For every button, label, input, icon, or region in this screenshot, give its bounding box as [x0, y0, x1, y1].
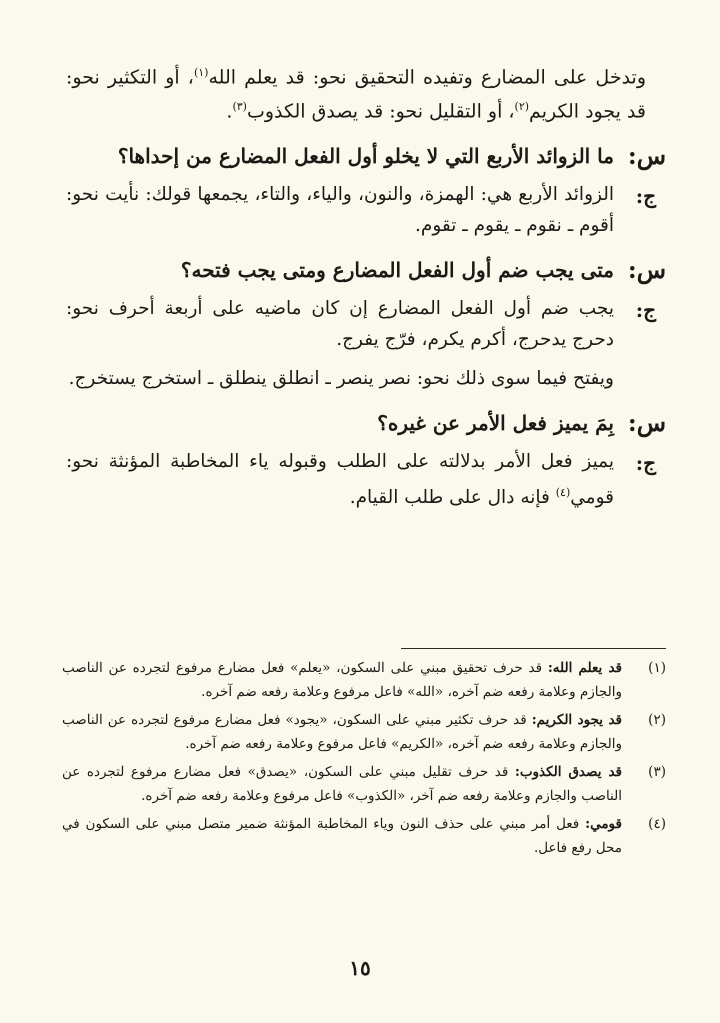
qa-block: [66, 406, 666, 513]
question-marker: س:: [627, 140, 666, 170]
intro-text-1: وتدخل على المضارع وتفيده التحقيق نحو: قد يعلم الله: [208, 66, 647, 89]
intro-paragraph: [66, 58, 666, 127]
footnote-text: فعل أمر مبني على حذف النون وياء المخاطبة المؤنثة ضمير متصل مبني على السكون في محل رفع فاعل.: [62, 816, 622, 856]
answer-marker: ج:: [635, 297, 656, 322]
footnote-ref-1: (١): [193, 66, 209, 79]
qa-block: [66, 139, 666, 241]
footnote-text: قد حرف تكثير مبني على السكون، «يجود» فعل مضارع مرفوع لتجرده عن الناصب والجازم وعلامة رفعه ضم آخره، «الكريم» فاعل مرفوع وعلامة رفعه ضم آخره.: [62, 712, 622, 752]
footnote-term: قومي:: [585, 816, 622, 832]
answer-marker: ج:: [635, 183, 656, 208]
intro-text-4: .: [226, 100, 233, 123]
question: [66, 139, 666, 173]
intro-text-2: ، أو التكثير نحو: قد يجود الكريم: [66, 66, 646, 123]
page-number: ١٥: [349, 956, 371, 980]
answer: [66, 293, 666, 394]
question: [66, 406, 666, 440]
answer: [66, 179, 666, 241]
footnote-number: (٢): [648, 712, 666, 728]
footnote: [62, 656, 666, 704]
question-text: بِمَ يميز فعل الأمر عن غيره؟: [377, 410, 614, 435]
footnote-ref-3: (٣): [232, 100, 247, 114]
footnote-divider: [401, 648, 666, 649]
question-marker: س:: [627, 407, 666, 437]
question-text: ما الزوائد الأربع التي لا يخلو أول الفعل المضارع من إحداها؟: [117, 143, 614, 168]
footnote-number: (١): [648, 660, 666, 676]
footnote-number: (٤): [648, 816, 666, 832]
question-marker: س:: [627, 254, 666, 284]
answer-paragraph: [66, 446, 614, 513]
footnote: [62, 708, 666, 756]
question-text: متى يجب ضم أول الفعل المضارع ومتى يجب فتحه؟: [180, 257, 614, 282]
answer-paragraph: ويفتح فيما سوى ذلك نحو: نصر ينصر ـ انطلق ينطلق ـ استخرج يستخرج.: [68, 367, 614, 389]
answer-text: يميز فعل الأمر بدلالته على الطلب وقبوله ياء المخاطبة المؤنثة نحو: قومي: [66, 450, 614, 508]
footnote-term: قد يجود الكريم:: [531, 712, 623, 728]
question: [66, 253, 666, 287]
footnote-ref-4: (٤): [555, 485, 571, 499]
answer-text: فإنه دال على طلب القيام.: [349, 486, 556, 508]
footnote-term: قد يصدق الكذوب:: [514, 764, 622, 780]
footnote-text: قد حرف تقليل مبني على السكون، «يصدق» فعل مضارع مرفوع لتجرده عن الناصب والجازم وعلامة رفعه ضم آخر، «الكذوب» فاعل مرفوع وعلامة رفعه ضم آخره.: [62, 764, 622, 804]
footnote-text: قد حرف تحقيق مبني على السكون، «يعلم» فعل مضارع مرفوع لتجرده عن الناصب والجازم وعلامة رفعه ضم آخره، «الله» فاعل مرفوع وعلامة رفعه ضم آخره.: [62, 660, 622, 700]
footnote-ref-2: (٢): [514, 100, 530, 114]
answer-paragraph: الزوائد الأربع هي: الهمزة، والنون، والياء، والتاء، يجمعها قولك: نأيت نحو: أقوم ـ نقوم ـ يقوم ـ تقوم.: [66, 183, 614, 236]
answer: [66, 446, 666, 513]
footnote-number: (٣): [648, 764, 666, 780]
footnotes: [62, 656, 666, 864]
intro-text-3: ، أو التقليل نحو: قد يصدق الكذوب: [246, 100, 515, 123]
answer-marker: ج:: [635, 450, 656, 475]
qa-block: [66, 253, 666, 394]
answer-paragraph: يجب ضم أول الفعل المضارع إن كان ماضيه على أربعة أحرف نحو: دحرج يدحرج، أكرم يكرم، فرّج يفرج.: [66, 297, 614, 350]
footnote-term: قد يعلم الله:: [547, 660, 622, 676]
footnote: [62, 760, 666, 808]
footnote: [62, 812, 666, 860]
